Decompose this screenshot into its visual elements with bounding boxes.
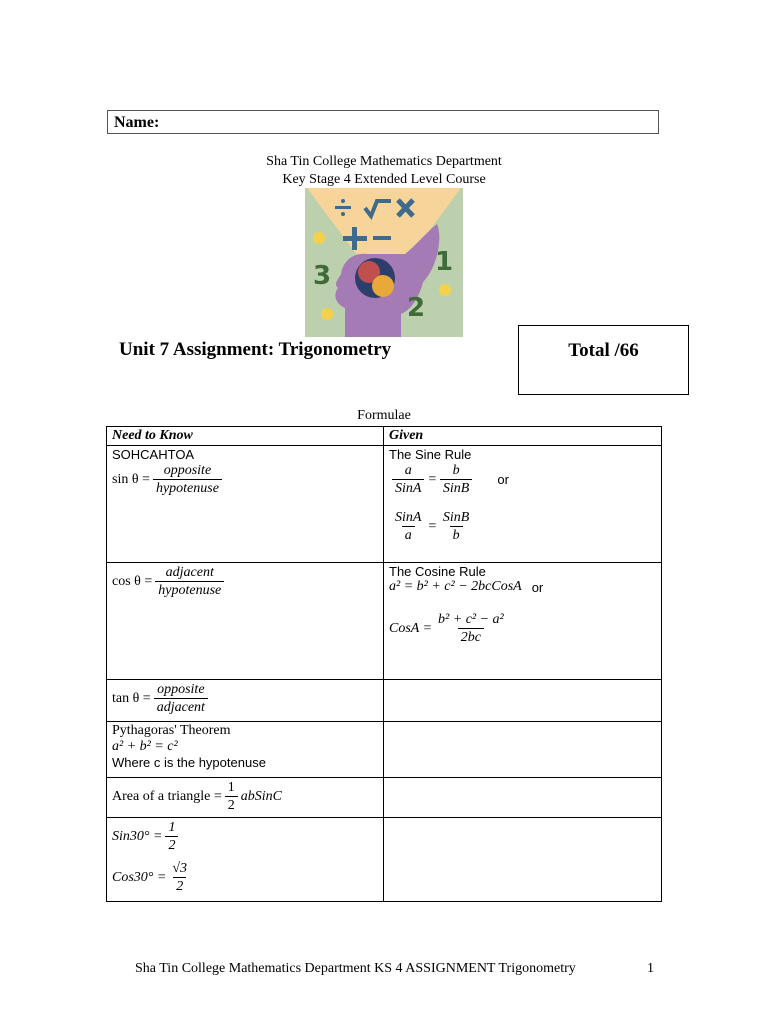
opposite-num: opposite: [157, 682, 205, 697]
formulae-table: [106, 426, 662, 902]
area-expr: abSinC: [240, 788, 282, 804]
department-heading: Sha Tin College Mathematics Department: [266, 154, 502, 169]
logo-number: 3: [313, 261, 332, 291]
table-row: [107, 818, 662, 902]
pythagoras-cell: [107, 722, 384, 778]
sr-sinB: SinB: [440, 479, 472, 497]
name-field[interactable]: [107, 110, 659, 134]
table-row: [107, 446, 662, 563]
total-label: Total /66: [568, 340, 639, 361]
cosine-rule-eq: a² = b² + c² − 2bcCosA: [389, 579, 522, 594]
cosine-rule-title: The Cosine Rule: [389, 564, 486, 579]
brain-math-icon: [305, 188, 463, 337]
cos-cell: [107, 563, 384, 680]
page-number: 1: [647, 961, 654, 976]
name-label: Name:: [114, 114, 160, 131]
cosA-lhs: CosA =: [389, 620, 433, 636]
adjacent-num: adjacent: [165, 565, 214, 580]
half-num: 1: [168, 820, 176, 835]
pythagoras-note: Where c is the hypotenuse: [112, 755, 266, 770]
formulae-caption: Formulae: [357, 408, 411, 423]
or-label: or: [531, 579, 544, 595]
table-row: [107, 680, 662, 722]
equals-sign: =: [427, 518, 437, 534]
sr-sinA: SinA: [395, 510, 422, 525]
table-row: [107, 563, 662, 680]
table-row: [107, 722, 662, 778]
special-angles-cell: [107, 818, 384, 902]
empty-cell: [384, 722, 662, 778]
sr-b: b: [452, 463, 460, 478]
page-title: Unit 7 Assignment: Trigonometry: [119, 339, 392, 360]
tan-cell: [107, 680, 384, 722]
cosine-rule-cell: [384, 563, 662, 680]
sr-sinB: SinB: [442, 510, 470, 525]
half-den: 2: [165, 836, 178, 854]
sqrt3-num: √3: [172, 861, 188, 876]
half-num: 1: [227, 780, 235, 795]
opposite-num: opposite: [163, 463, 212, 478]
empty-cell: [384, 818, 662, 902]
pythagoras-title: Pythagoras' Theorem: [112, 723, 231, 738]
cos-lhs: cos θ =: [112, 573, 153, 589]
equals-sign: =: [427, 471, 437, 487]
area-cell: [107, 778, 384, 818]
sr-a: a: [402, 526, 415, 544]
sr-a: a: [404, 463, 412, 478]
course-heading: Key Stage 4 Extended Level Course: [282, 172, 486, 187]
sohcahtoa-label: SOHCAHTOA: [112, 447, 195, 462]
sine-rule-cell: [384, 446, 662, 563]
sin-cell: [107, 446, 384, 563]
hypotenuse-den: hypotenuse: [153, 479, 222, 497]
sr-b: b: [450, 526, 463, 544]
half-den: 2: [225, 796, 238, 814]
cos30-lhs: Cos30° =: [112, 869, 167, 885]
logo-number: 1: [435, 247, 454, 277]
cosine-num: b² + c² − a²: [438, 612, 504, 627]
area-label: Area of a triangle =: [112, 788, 222, 804]
page-footer: Sha Tin College Mathematics Department KS 4 ASSIGNMENT Trigonometry: [135, 961, 576, 976]
sin-lhs: sin θ =: [112, 471, 150, 487]
logo-number: 2: [407, 293, 426, 323]
adjacent-den: adjacent: [154, 698, 208, 716]
tan-lhs: tan θ =: [112, 690, 151, 706]
empty-cell: [384, 778, 662, 818]
column-header-given: Given: [384, 427, 662, 446]
or-label: or: [497, 472, 509, 487]
cosine-den: 2bc: [458, 628, 484, 646]
pythagoras-eq: a² + b² = c²: [112, 739, 178, 754]
table-row: [107, 778, 662, 818]
sr-sinA: SinA: [392, 479, 424, 497]
sine-rule-title: The Sine Rule: [389, 447, 472, 462]
total-score-box: [518, 325, 689, 395]
column-header-need: Need to Know: [107, 427, 384, 446]
sin30-lhs: Sin30° =: [112, 828, 163, 844]
empty-cell: [384, 680, 662, 722]
hypotenuse-den: hypotenuse: [155, 581, 224, 599]
table-header-row: [107, 427, 662, 446]
two-den: 2: [173, 877, 186, 895]
